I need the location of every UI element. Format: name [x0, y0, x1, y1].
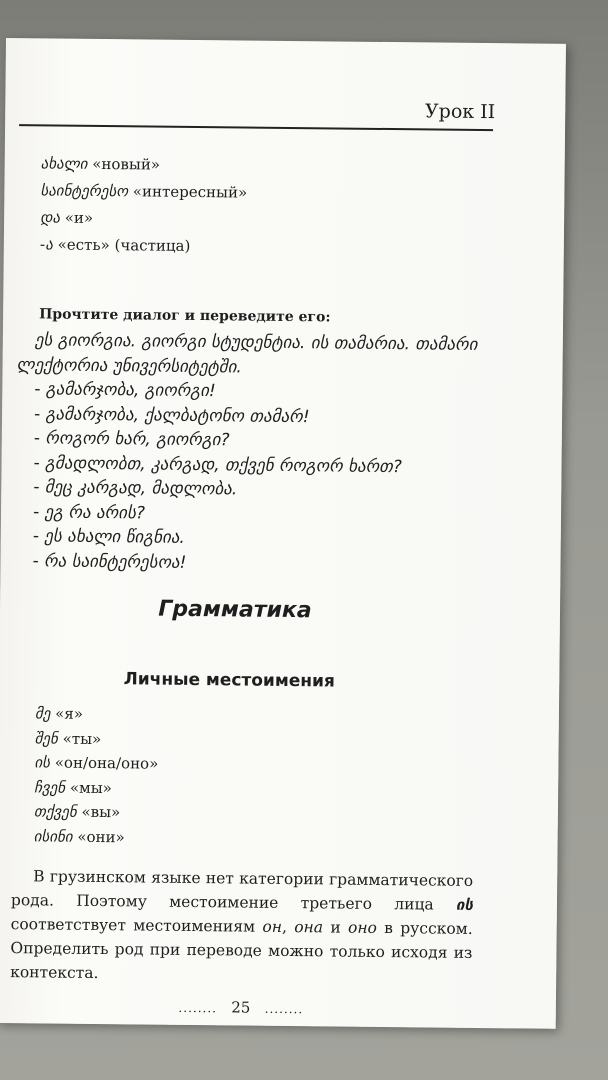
lesson-header: Урок II — [424, 100, 496, 124]
dialog-line: - როგორ ხარ, გიორგი? — [33, 428, 230, 451]
dialog-line: - ეს ახალი წიგნია. — [32, 526, 185, 548]
vocabulary-list — [40, 150, 248, 260]
pronoun-item: ჩვენ «мы» — [34, 777, 112, 797]
dialog-text — [14, 328, 497, 578]
vocab-item: საინტერესო «интересный» — [40, 181, 248, 202]
vocab-item: და «и» — [40, 208, 94, 227]
footer-dots-right: ........ — [264, 1001, 304, 1017]
dialog-line: - ეგ რა არის? — [32, 501, 146, 523]
dialog-line: - გამარჯობა, გიორგი! — [34, 379, 216, 402]
vocab-item: -ა «есть» (частица) — [39, 235, 191, 255]
exercise-instruction: Прочтите диалог и переведите его: — [39, 306, 331, 326]
pronoun-item: თქვენ «вы» — [33, 802, 121, 822]
vocab-item: ახალი «новый» — [40, 154, 161, 174]
grammar-paragraph: В грузинском языке нет категории грамматического рода. Поэтому местоимение третьего лица ის соответствует местоимениям он, она и оно в русском. Определить род при переводе можно только исходя из контекста. — [10, 867, 474, 983]
pronoun-item: მე «я» — [34, 704, 84, 723]
dialog-line: - რა საინტერესოა! — [32, 550, 187, 573]
dialog-paragraph: ეს გიორგია. გიორგი სტუდენტია. ის თამარია. თამარი ლექტორია უნივერსიტეტში. — [16, 330, 478, 377]
pronoun-list — [34, 701, 159, 849]
page-footer — [166, 998, 316, 1018]
dialog-line: - გამარჯობა, ქალბატონო თამარ! — [33, 403, 310, 427]
footer-dots-left: ........ — [178, 1000, 218, 1016]
page-number: 25 — [231, 998, 251, 1017]
dialog-line: - მეც კარგად, მადლობა. — [33, 477, 238, 500]
book-page — [0, 38, 566, 1029]
pronoun-item: შენ «ты» — [34, 728, 102, 748]
subsection-title: Личные местоимения — [123, 669, 335, 692]
header-rule — [19, 124, 493, 131]
dialog-line: - გმადლობთ, კარგად, თქვენ როგორ ხართ? — [33, 452, 402, 477]
pronoun-item: ის «он/она/оно» — [34, 753, 159, 773]
pronoun-item: ისინი «они» — [33, 826, 125, 846]
section-title: Грамматика — [158, 596, 312, 624]
